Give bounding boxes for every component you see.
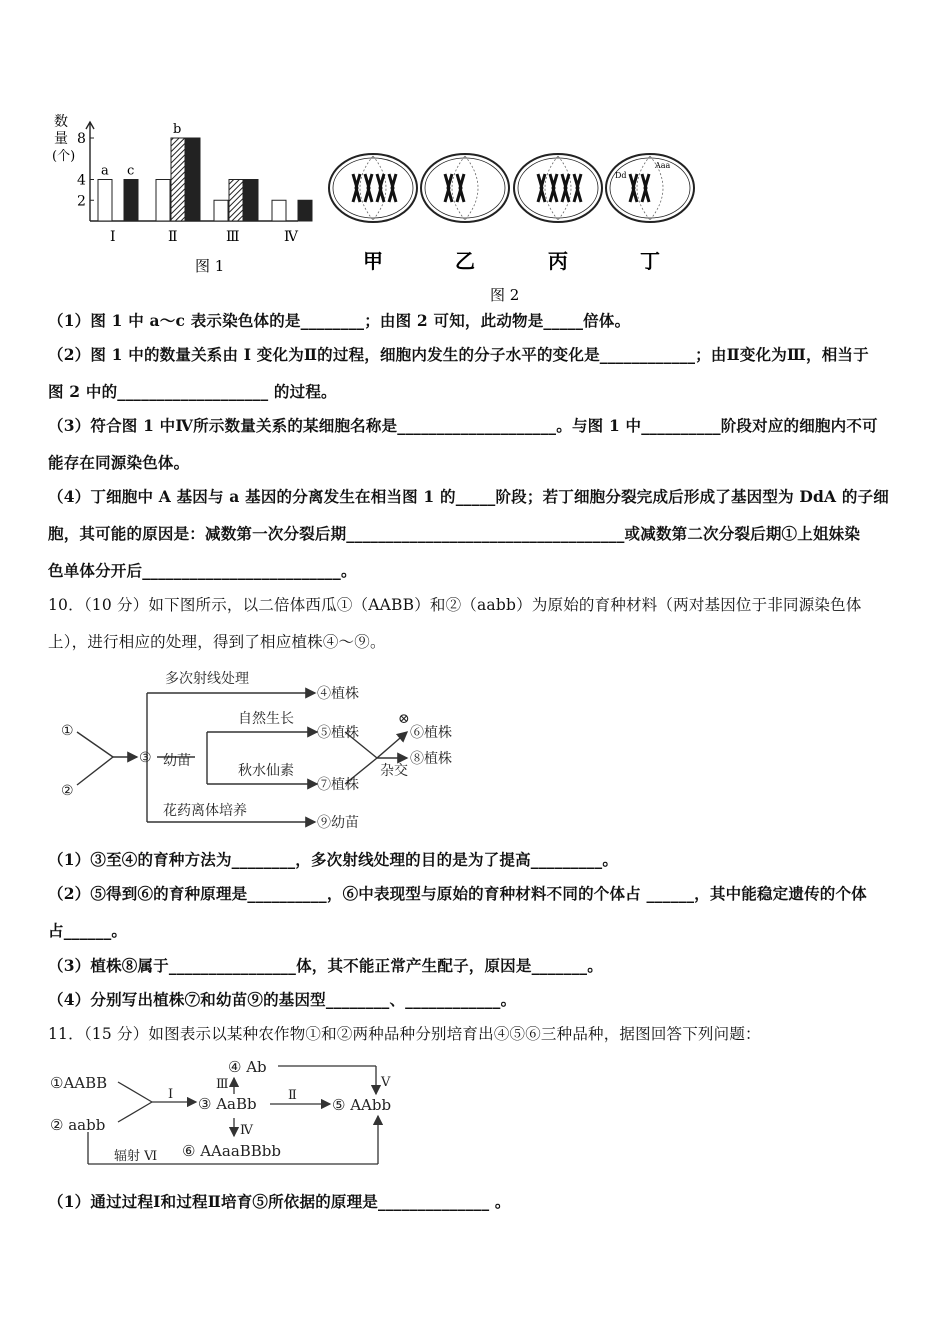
bar-a-1 (156, 180, 170, 222)
x-tick-label-3: Ⅳ (284, 229, 298, 245)
q11-route-2: Ⅱ (288, 1088, 297, 1103)
cell-outline-3 (606, 154, 694, 222)
cell-label-1: 乙 (455, 249, 475, 273)
chromosome-2-2 (562, 174, 569, 202)
bar-c-3 (298, 200, 312, 221)
y-tick-label-8: 8 (77, 131, 86, 147)
q11-route-6: 辐射 Ⅵ (114, 1149, 158, 1164)
cell-label-3: 丁 (640, 249, 660, 273)
cell-label-0: 甲 (363, 249, 383, 273)
q11-line-1: 11．（15 分）如图表示以某种农作物①和②两种品种分别培育出④⑤⑥三种品种，据图回答下列问题： (48, 1025, 761, 1043)
x-tick-label-1: Ⅱ (168, 229, 178, 245)
bar-c-2 (244, 180, 258, 222)
figure-2-caption: 图 2 (490, 286, 520, 304)
q9-line-1: （1）图 1 中 a～c 表示染色体的是________；由图 2 可知，此动物是_____倍体。 (48, 311, 631, 330)
q10-anther-label: 花药离体培养 (163, 803, 247, 819)
chart-plot-area (77, 122, 312, 245)
chromosome-0-2 (377, 174, 384, 202)
q10-radiation-label: 多次射线处理 (165, 671, 249, 687)
y-tick-label-2: 2 (77, 193, 86, 210)
chromosome-3-0 (630, 174, 637, 202)
q11-route-5: Ⅴ (381, 1075, 391, 1090)
q10-plant-6: ⑥植株 (410, 725, 452, 741)
bar-b-1 (171, 138, 185, 221)
q10-node-3: ③ (139, 750, 152, 766)
q10-seedling-9: ⑨幼苗 (317, 815, 359, 831)
bar-c-0 (124, 180, 138, 222)
chromosome-0-0 (353, 174, 360, 202)
q9-line-5: 能存在同源染色体。 (48, 453, 190, 472)
q9-line-3: 图 2 中的___________________ 的过程。 (48, 382, 337, 401)
bar-c-1 (186, 138, 200, 221)
chromosome-0-1 (365, 174, 372, 202)
bar-a-3 (272, 200, 286, 221)
ding-gene-label-2: Aaa (655, 161, 671, 170)
q10-colchicine-label: 秋水仙素 (238, 763, 294, 779)
cell-inner-0 (333, 158, 413, 218)
q10-sub-3: （3）植株⑧属于________________体，其不能正常产生配子，原因是_______。 (48, 956, 603, 975)
bar-label-a: a (101, 163, 109, 179)
y-axis-label-1: 数 (54, 114, 68, 130)
q10-sub-2b: 占______。 (48, 921, 128, 940)
y-axis-label-3: (个) (52, 149, 76, 164)
q10-line-1: 10．（10 分）如下图所示，以二倍体西瓜①（AABB）和②（aabb）为原始的育种材料（两对基因位于非同源染色体 (48, 596, 862, 614)
y-axis-label-2: 量 (54, 131, 68, 147)
cells-group (329, 154, 694, 304)
chromosome-1-0 (445, 174, 452, 202)
chromosome-2-1 (550, 174, 557, 202)
bar-a-0 (98, 180, 112, 222)
bar-label-c: c (127, 163, 135, 179)
q11-strain-3: ③ AaBb (198, 1095, 257, 1113)
q10-sub-1: （1）③至④的育种方法为________，多次射线处理的目的是为了提高_________。 (48, 850, 619, 869)
q11-route-3: Ⅲ (216, 1077, 229, 1092)
cell-inner-2 (518, 158, 598, 218)
x-tick-label-0: Ⅰ (110, 229, 116, 245)
q9-line-8: 色单体分开后_________________________。 (48, 561, 357, 580)
spindle-1 (452, 156, 478, 220)
q10-plant-8: ⑧植株 (410, 751, 452, 767)
bar-label-b: b (173, 122, 182, 137)
q11-route-1: Ⅰ (168, 1087, 174, 1102)
q10-seedling-label: 幼苗 (163, 753, 191, 769)
q9-line-4: （3）符合图 1 中Ⅳ所示数量关系的某细胞名称是____________________。与图 1 中__________阶段对应的细胞内不可 (48, 416, 878, 435)
bar-b-2 (229, 180, 243, 222)
q10-line-2: 上），进行相应的处理，得到了相应植株④～⑨。 (48, 633, 386, 651)
q9-line-7: 胞，其可能的原因是：减数第一次分裂后期___________________________________或减数第二次分裂后期①上姐妹染 (48, 524, 861, 543)
cell-inner-1 (425, 158, 505, 218)
q11-strain-2: ② aabb (50, 1116, 106, 1134)
figure-1-bar-chart (50, 108, 310, 278)
q11-strain-6: ⑥ AAaaBBbb (182, 1142, 282, 1160)
q10-plant-4: ④植株 (317, 686, 359, 702)
q11-strain-4: ④ Ab (228, 1058, 267, 1076)
chromosome-1-1 (457, 174, 464, 202)
q10-selfing-symbol: ⊗ (398, 711, 410, 727)
q11-sub-1: （1）通过过程Ⅰ和过程Ⅱ培育⑤所依据的原理是______________ 。 (48, 1192, 511, 1211)
q10-plant-5: ⑤植株 (317, 725, 359, 741)
chart-title: 图 1 (195, 257, 225, 275)
q10-plant-7: ⑦植株 (317, 777, 359, 793)
q9-line-6: （4）丁细胞中 A 基因与 a 基因的分离发生在相当图 1 的_____阶段；若丁细胞分裂完成后形成了基因型为 DdA 的子细 (48, 487, 889, 506)
cell-outline-1 (421, 154, 509, 222)
ding-gene-label-1: Dd (615, 171, 627, 180)
chromosome-2-0 (538, 174, 545, 202)
q10-natural-label: 自然生长 (238, 711, 294, 727)
q11-strain-5: ⑤ AAbb (332, 1096, 392, 1114)
q9-line-2: （2）图 1 中的数量关系由 I 变化为Ⅱ的过程，细胞内发生的分子水平的变化是____________；由Ⅱ变化为Ⅲ，相当于 (48, 345, 869, 364)
q11-strain-1: ①AABB (50, 1074, 108, 1092)
q10-sub-2: （2）⑤得到⑥的育种原理是__________，⑥中表现型与原始的育种材料不同的个体占 ______，其中能稳定遗传的个体 (48, 884, 867, 903)
q11-breeding-diagram (48, 1052, 408, 1172)
chromosome-3-1 (642, 174, 649, 202)
q10-node-2: ② (61, 783, 74, 799)
cell-outline-0 (329, 154, 417, 222)
cell-inner-3 (610, 158, 690, 218)
x-tick-label-2: Ⅲ (226, 229, 240, 245)
cell-label-2: 丙 (548, 249, 568, 273)
chromosome-0-3 (389, 174, 396, 202)
cell-outline-2 (514, 154, 602, 222)
figure-2-cells (325, 140, 700, 304)
q10-breeding-diagram (55, 665, 525, 840)
q10-sub-4: （4）分别写出植株⑦和幼苗⑨的基因型________、____________。 (48, 990, 517, 1009)
q10-cross-label: 杂交 (380, 763, 408, 779)
y-tick-label-4: 4 (77, 172, 86, 189)
q10-node-1: ① (61, 723, 74, 739)
bar-a-2 (214, 200, 228, 221)
q11-route-4: Ⅳ (240, 1123, 253, 1138)
chromosome-2-3 (574, 174, 581, 202)
